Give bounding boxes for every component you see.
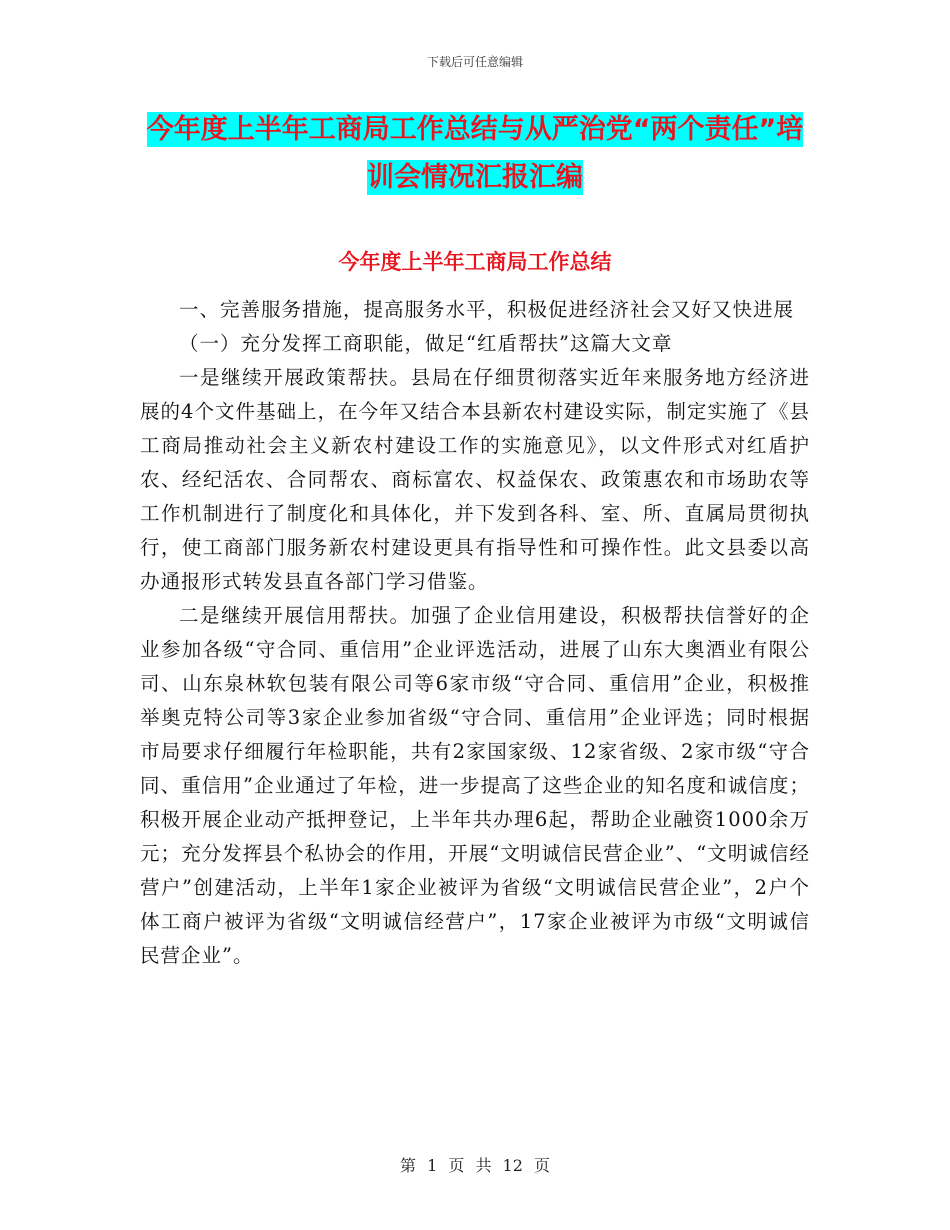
document-title-text: 今年度上半年工商局工作总结与从严治党“两个责任”培训会情况汇报汇编 (146, 114, 804, 193)
header-note: 下载后可任意编辑 (426, 55, 523, 69)
page-footer: 第 1 页 共 12 页 (400, 1156, 550, 1175)
paragraph-heading-1: 一、完善服务措施，提高服务水平，积极促进经济社会又好又快进展 (179, 298, 795, 321)
document-body (140, 293, 810, 973)
paragraph-subheading-1: （一）充分发挥工商职能，做足“红盾帮扶”这篇大文章 (179, 332, 673, 355)
paragraph-credit-support: 二是继续开展信用帮扶。加强了企业信用建设，积极帮扶信誉好的企业参加各级“守合同、重信用”企业评选活动，进展了山东大奥酒业有限公司、山东泉林软包装有限公司等6家市级“守合同、重信用”企业，积极推举奥克特公司等3家企业参加省级“守合同、重信用”企业评选；同时根据市局要求仔细履行年检职能，共有2家国家级、12家省级、2家市级“守合同、重信用”企业通过了年检，进一步提高了这些企业的知名度和诚信度；积极开展企业动产抵押登记，上半年共办理6起，帮助企业融资1000余万元；充分发挥县个私协会的作用，开展“文明诚信民营企业”、“文明诚信经营户”创建活动，上半年1家企业被评为省级“文明诚信民营企业”，2户个体工商户被评为省级“文明诚信经营户”，17家企业被评为市级“文明诚信民营企业”。 (140, 604, 810, 967)
section-title: 今年度上半年工商局工作总结 (338, 250, 612, 274)
document-title (140, 106, 810, 202)
paragraph-policy-support: 一是继续开展政策帮扶。县局在仔细贯彻落实近年来服务地方经济进展的4个文件基础上，在今年又结合本县新农村建设实际，制定实施了《县工商局推动社会主义新农村建设工作的实施意见》，以文件形式对红盾护农、经纪活农、合同帮农、商标富农、权益保农、政策惠农和市场助农等工作机制进行了制度化和具体化，并下发到各科、室、所、直属局贯彻执行，使工商部门服务新农村建设更具有指导性和可操作性。此文县委以高办通报形式转发县直各部门学习借鉴。 (140, 366, 810, 593)
